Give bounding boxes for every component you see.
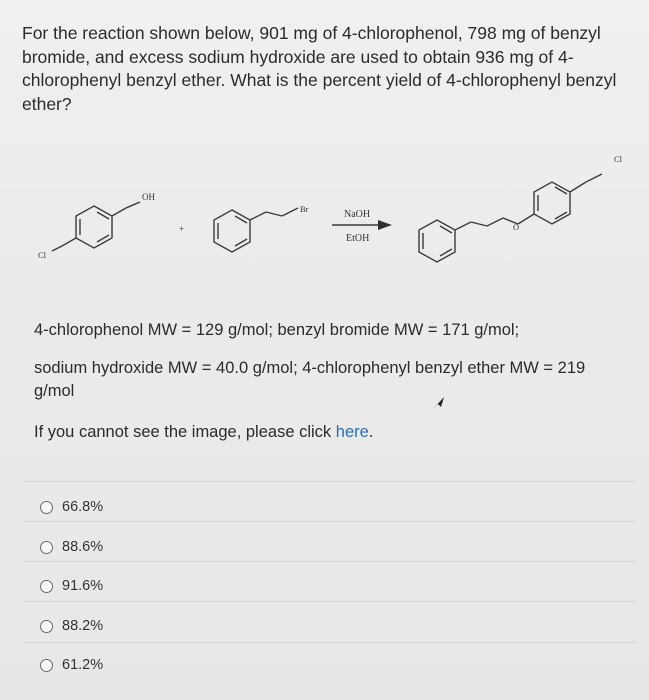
option-label: 88.2% xyxy=(62,618,104,634)
chlorophenol-ring xyxy=(76,206,112,248)
product-benzyl-ring xyxy=(419,220,455,262)
divider xyxy=(24,601,636,602)
radio-button[interactable] xyxy=(40,659,53,672)
answer-option-3[interactable] xyxy=(40,574,103,598)
option-label: 66.8% xyxy=(62,499,104,515)
divider xyxy=(24,561,636,562)
help-link[interactable]: here xyxy=(335,423,369,441)
option-label: 91.6% xyxy=(62,578,104,594)
benzyl-bromide-ring xyxy=(214,210,250,252)
plus-sign: + xyxy=(179,224,185,234)
product-chlorophenyl-ring xyxy=(534,182,570,224)
divider xyxy=(24,481,636,482)
mw-line-1: 4-chlorophenol MW = 129 g/mol; benzyl bromide MW = 171 g/mol; xyxy=(34,321,520,339)
answer-option-4[interactable] xyxy=(40,614,103,638)
radio-button[interactable] xyxy=(40,541,53,554)
cl-label-reactant: Cl xyxy=(38,250,47,260)
option-label: 88.6% xyxy=(62,539,104,555)
reaction-scheme xyxy=(0,150,649,285)
answer-option-1[interactable] xyxy=(40,495,103,519)
help-prefix: If you cannot see the image, please click xyxy=(34,423,336,441)
help-text xyxy=(34,423,373,442)
cl-label-product: Cl xyxy=(614,154,623,164)
option-label: 61.2% xyxy=(62,657,104,673)
answer-option-5[interactable] xyxy=(40,653,103,677)
radio-button[interactable] xyxy=(40,620,53,633)
reagent-naoh: NaOH xyxy=(344,209,371,220)
oh-label: OH xyxy=(142,192,155,202)
mouse-cursor-icon xyxy=(432,395,446,411)
divider xyxy=(24,642,636,643)
br-label: Br xyxy=(300,204,309,214)
help-suffix: . xyxy=(368,423,374,441)
divider xyxy=(24,521,636,522)
o-label: O xyxy=(513,222,520,232)
answer-option-2[interactable] xyxy=(40,535,103,559)
mw-line-2: sodium hydroxide MW = 40.0 g/mol; 4-chlorophenyl benzyl ether MW = 219 g/mol xyxy=(34,359,586,400)
question-text: For the reaction shown below, 901 mg of 4-chlorophenol, 798 mg of benzyl bromide, and excess sodium hydroxide are used to obtain 936 mg of 4-chlorophenyl benzyl ether. What is the percent yield of 4-chlorophenyl benzyl ether? xyxy=(22,23,617,114)
radio-button[interactable] xyxy=(40,501,53,514)
radio-button[interactable] xyxy=(40,580,53,593)
reagent-etoh: EtOH xyxy=(346,233,370,244)
